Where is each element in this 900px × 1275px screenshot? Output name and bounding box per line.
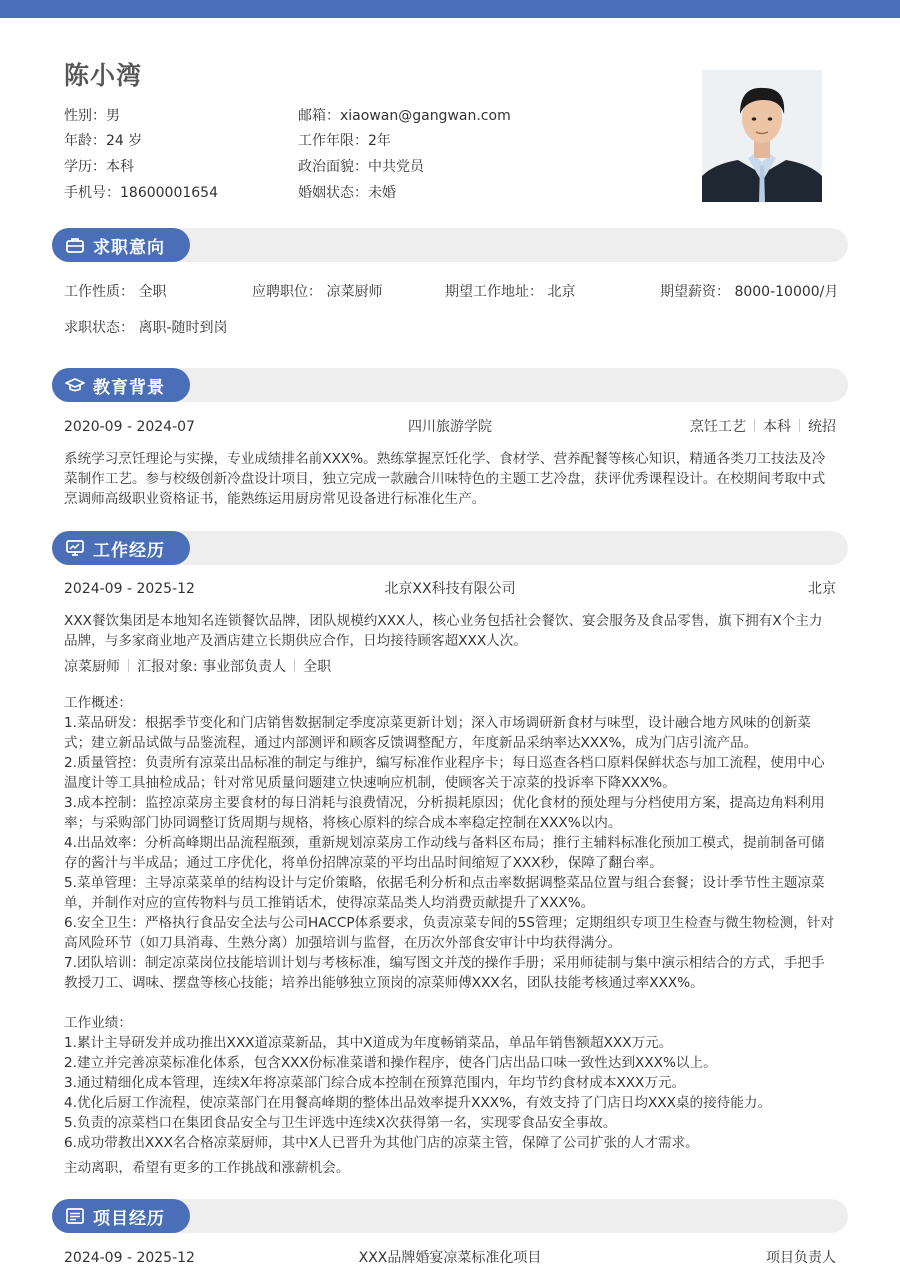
- overview-item: 4.出品效率：分析高峰期出品流程瓶颈，重新规划凉菜房工作动线与备料区布局；推行主辅料标准化预加工模式，提前制备可储存的酱汁与半成品；通过工序优化，将单份招牌凉菜的平均出品时间缩短了XXX秒，保障了翻台率。: [64, 835, 825, 871]
- politics-row: [298, 157, 424, 177]
- intention-type: [64, 282, 166, 302]
- section-title-work: 工作经历: [93, 540, 165, 561]
- education-row: [64, 157, 134, 177]
- divider: [128, 659, 129, 672]
- work-detail: [64, 693, 836, 1153]
- education-value: 本科: [106, 159, 134, 175]
- monitor-icon: [64, 537, 86, 559]
- leave-reason: [64, 1158, 836, 1178]
- spacer: [64, 993, 836, 1013]
- work-tags: [64, 657, 836, 677]
- work-role: 凉菜厨师: [64, 659, 120, 675]
- marriage-value: 未婚: [368, 185, 396, 201]
- email-value[interactable]: xiaowan@gangwan.com: [340, 108, 511, 124]
- phone-label: 手机号：: [64, 185, 120, 201]
- education-degree: 本科: [763, 419, 791, 435]
- top-accent-bar: [0, 0, 900, 18]
- overview-item: 2.质量管控：负责所有凉菜出品标准的制定与维护，编写标准作业程序卡；每日巡查各档口原料保鲜状态与加工流程，使用中心温度计等工具抽检成品；针对常见质量问题建立快速响应机制，使顾客关于凉菜的投诉率下降XXX%。: [64, 755, 825, 791]
- section-bar-project: [52, 1199, 848, 1233]
- education-enroll: 统招: [808, 419, 836, 435]
- overview-item: 3.成本控制：监控凉菜房主要食材的每日消耗与浪费情况，分析损耗原因；优化食材的预处理与分档使用方案，提高边角料利用率；与采购部门协同调整订货周期与规格，将核心原料的综合成本率稳定控制在XXX%以内。: [64, 795, 825, 831]
- section-title-intention: 求职意向: [93, 237, 165, 258]
- work-period: 2024-09 - 2025-12: [64, 581, 195, 597]
- project-period: 2024-09 - 2025-12: [64, 1250, 195, 1266]
- work-report-to: 汇报对象: 事业部负责人: [137, 659, 287, 675]
- divider: [294, 659, 295, 672]
- project-name: XXX品牌婚宴凉菜标准化项目: [358, 1250, 542, 1266]
- intention-type-label: 工作性质：: [64, 284, 134, 300]
- gender-row: [64, 106, 120, 126]
- intention-salary: [660, 282, 838, 302]
- overview-item: 6.安全卫生：严格执行食品安全法与公司HACCP体系要求，负责凉菜专间的5S管理；定期组织专项卫生检查与微生物检测，针对高风险环节（如刀具消毒、生熟分离）加强培训与监督，在历次外部食安审计中均获得满分。: [64, 915, 834, 951]
- achievement-item: 4.优化后厨工作流程，使凉菜部门在用餐高峰期的整体出品效率提升XXX%，有效支持了门店日均XXX桌的接待能力。: [64, 1095, 772, 1111]
- leave-reason-text: 主动离职，希望有更多的工作挑战和涨薪机会。: [64, 1160, 350, 1176]
- overview-item: 5.菜单管理：主导凉菜菜单的结构设计与定价策略，依据毛利分析和点击率数据调整菜品位置与组合套餐；设计季节性主题凉菜单，并制作对应的宣传物料与员工推销话术，使得凉菜品类人均消费贡献提升了XXX%。: [64, 875, 825, 911]
- intention-location: [445, 282, 575, 302]
- education-tags: [690, 417, 836, 437]
- overview-item: 1.菜品研发：根据季节变化和门店销售数据制定季度凉菜更新计划；深入市场调研新食材与味型，设计融合地方风味的创新菜式；建立新品试做与品鉴流程，通过内部测评和顾客反馈调整配方，年度新品采纳率达XXX%，成为门店引流产品。: [64, 715, 812, 751]
- section-title-project: 项目经历: [93, 1208, 165, 1229]
- company-description: [64, 611, 836, 651]
- work-company: 北京XX科技有限公司: [384, 581, 516, 597]
- divider: [754, 419, 755, 432]
- candidate-name: 陈小湾: [64, 61, 143, 90]
- overview-item: 7.团队培训：制定凉菜岗位技能培训计划与考核标准，编写图文并茂的操作手册；采用师徒制与集中演示相结合的方式，手把手教授刀工、调味、摆盘等核心技能；培养出能够独立顶岗的凉菜师傅XXX名，团队技能考核通过率XXX%。: [64, 955, 825, 991]
- email-label: 邮箱：: [298, 108, 340, 124]
- section-title-education: 教育背景: [93, 377, 165, 398]
- intention-salary-label: 期望薪资：: [660, 284, 730, 300]
- gender-value: 男: [106, 108, 120, 124]
- achievements-title: 工作业绩：: [64, 1015, 132, 1031]
- section-pill-education: [52, 368, 190, 402]
- education-description: [64, 449, 836, 509]
- section-bar-work: [52, 531, 848, 565]
- company-desc-text: XXX餐饮集团是本地知名连锁餐饮品牌，团队规模约XXX人，核心业务包括社会餐饮、宴会服务及食品零售，旗下拥有X个主力品牌，与多家商业地产及酒店建立长期供应合作，日均接待顾客超XXX人次。: [64, 613, 823, 649]
- education-header: [64, 417, 836, 437]
- section-pill-intention: [52, 228, 190, 262]
- intention-position-label: 应聘职位：: [252, 284, 322, 300]
- work-header: [64, 579, 836, 599]
- list-icon: [64, 1205, 86, 1227]
- intention-status-label: 求职状态：: [64, 320, 134, 336]
- intention-row-2: [64, 318, 836, 338]
- project-role: 项目负责人: [766, 1250, 836, 1266]
- achievement-item: 5.负责的凉菜档口在集团食品安全与卫生评选中连续X次获得第一名，实现零食品安全事故。: [64, 1115, 617, 1131]
- age-label: 年龄：: [64, 133, 106, 149]
- intention-status-value: 离职-随时到岗: [138, 320, 228, 336]
- intention-location-value: 北京: [547, 284, 576, 300]
- phone-row: [64, 183, 218, 203]
- gender-label: 性别：: [64, 108, 106, 124]
- age-row: [64, 131, 142, 151]
- education-school: 四川旅游学院: [408, 419, 492, 435]
- achievement-item: 6.成功带教出XXX名合格凉菜厨师，其中X人已晋升为其他门店的凉菜主管，保障了公司扩张的人才需求。: [64, 1135, 699, 1151]
- overview-title: 工作概述：: [64, 695, 132, 711]
- education-label: 学历：: [64, 159, 106, 175]
- education-period: 2020-09 - 2024-07: [64, 419, 195, 435]
- work-years-label: 工作年限：: [298, 133, 368, 149]
- marriage-row: [298, 183, 396, 203]
- work-job-type: 全职: [303, 659, 332, 675]
- divider: [799, 419, 800, 432]
- section-bar-intention: [52, 228, 848, 262]
- section-pill-project: [52, 1199, 190, 1233]
- work-years-row: [298, 131, 391, 151]
- work-city: 北京: [808, 581, 836, 597]
- work-years-value: 2年: [368, 133, 391, 149]
- graduation-cap-icon: [64, 374, 86, 396]
- intention-salary-value: 8000-10000/月: [734, 284, 839, 300]
- achievement-item: 3.通过精细化成本管理，连续X年将凉菜部门综合成本控制在预算范围内，年均节约食材成本XXX万元。: [64, 1075, 686, 1091]
- achievement-item: 1.累计主导研发并成功推出XXX道凉菜新品，其中X道成为年度畅销菜品，单品年销售额超XXX万元。: [64, 1035, 673, 1051]
- phone-value: 18600001654: [120, 185, 218, 201]
- section-bar-education: [52, 368, 848, 402]
- education-major: 烹饪工艺: [690, 419, 746, 435]
- intention-position-value: 凉菜厨师: [326, 284, 383, 300]
- briefcase-icon: [64, 234, 86, 256]
- section-pill-work: [52, 531, 190, 565]
- intention-position: [252, 282, 382, 302]
- intention-type-value: 全职: [138, 284, 167, 300]
- marriage-label: 婚姻状态：: [298, 185, 368, 201]
- email-row: [298, 106, 511, 126]
- education-desc-text: 系统学习烹饪理论与实操，专业成绩排名前XXX%。熟练掌握烹饪化学、食材学、营养配餐等核心知识，精通各类刀工技法及冷菜制作工艺。参与校级创新冷盘设计项目，独立完成一款融合川味特色的主题工艺冷盘，获评优秀课程设计。在校期间考取中式烹调师高级职业资格证书，能熟练运用厨房常见设备进行标准化生产。: [64, 451, 826, 507]
- age-value: 24 岁: [106, 133, 143, 149]
- intention-location-label: 期望工作地址：: [445, 284, 543, 300]
- politics-value: 中共党员: [368, 159, 424, 175]
- project-header: [64, 1248, 836, 1268]
- profile-photo: [702, 70, 822, 202]
- politics-label: 政治面貌：: [298, 159, 368, 175]
- achievement-item: 2.建立并完善凉菜标准化体系，包含XXX份标准菜谱和操作程序，使各门店出品口味一致性达到XXX%以上。: [64, 1055, 717, 1071]
